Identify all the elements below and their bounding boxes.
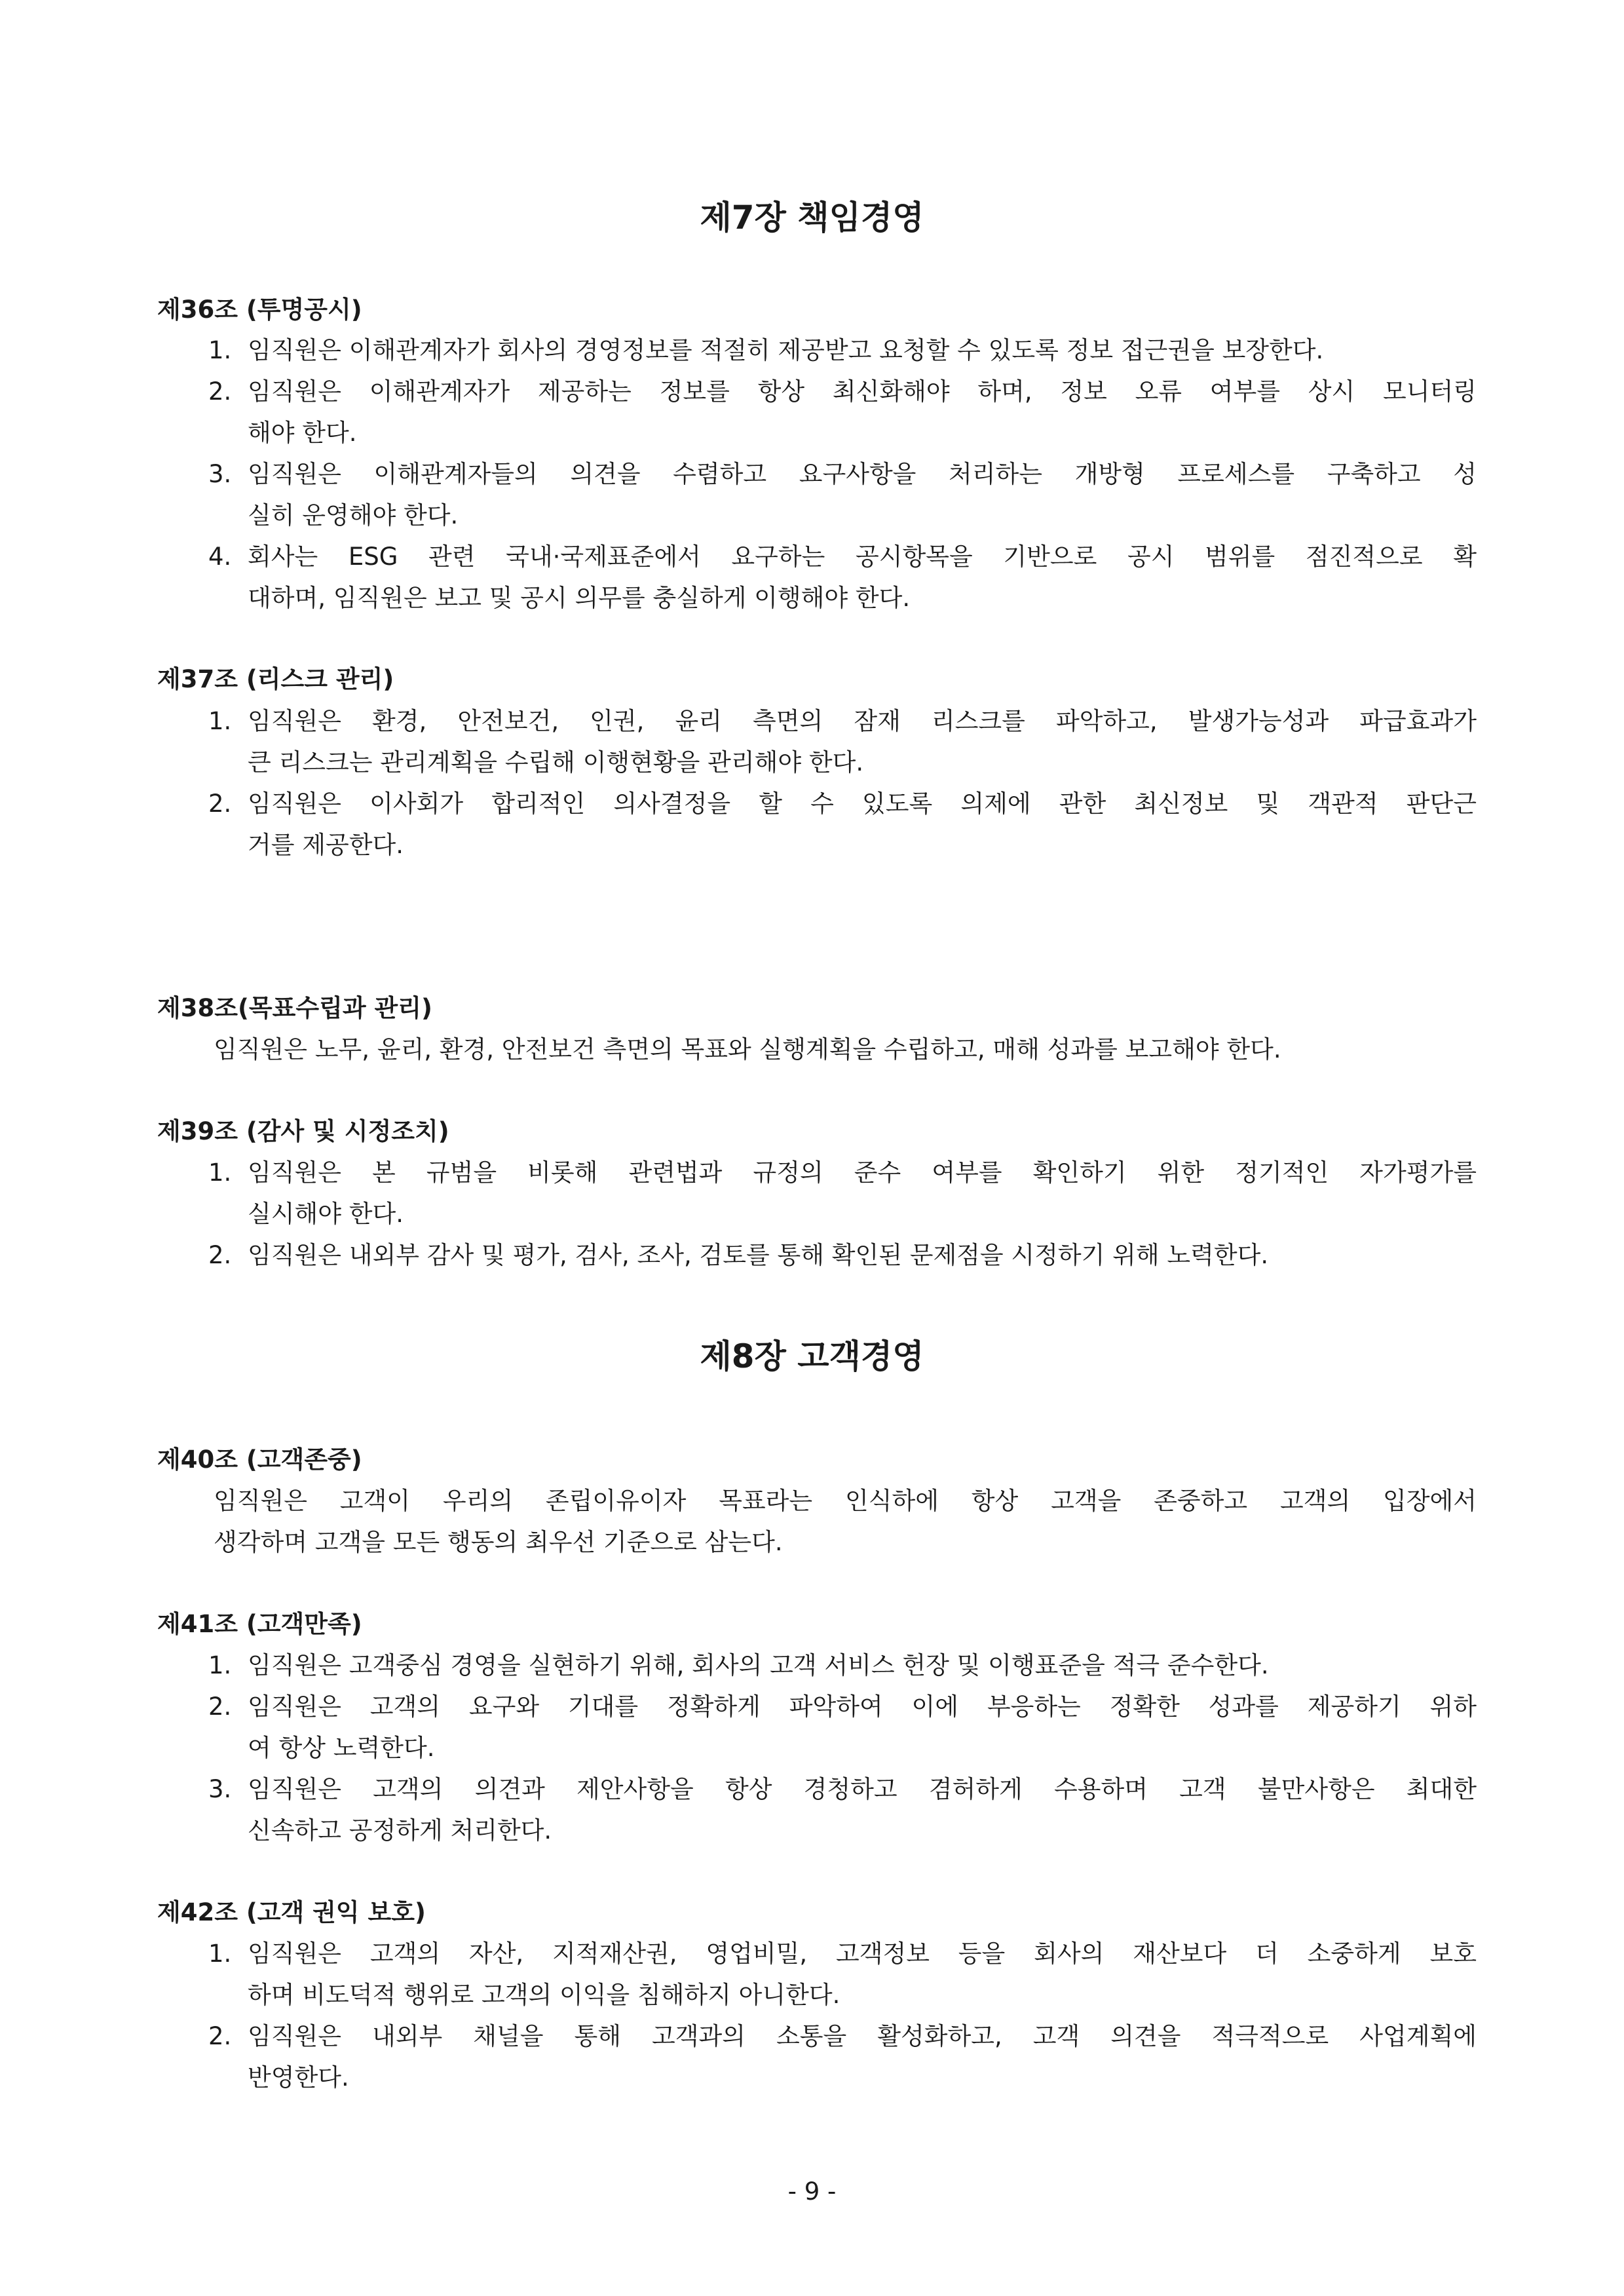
item-text-cont: 해야 한다. [248,419,357,447]
chapter-7-title: 제7장 책임경영 [700,199,924,237]
article-42-title: 제42조 (고객 권익 보호) [157,1898,426,1926]
article-40-title: 제40조 (고객존중) [157,1445,362,1474]
item-text: 임직원은 고객중심 경영을 실현하기 위해, 회사의 고객 서비스 헌장 및 이행표준을 적극 준수한다. [248,1651,1269,1679]
item-text-cont: 하며 비도덕적 행위로 고객의 이익을 침해하지 아니한다. [248,1981,840,2009]
item-text-cont: 거를 제공한다. [248,831,404,859]
page-number: - 9 - [787,2177,837,2206]
item-number: 1. [208,1651,232,1679]
chapter-8-title: 제8장 고객경영 [700,1337,924,1375]
article-41-title: 제41조 (고객만족) [157,1610,362,1638]
item-text-cont: 대하며, 임직원은 보고 및 공시 의무를 충실하게 이행해야 한다. [248,584,911,612]
item-text-cont: 실히 운영해야 한다. [248,501,459,529]
article-text: 임직원은 고객이 우리의 존립이유이자 목표라는 인식하에 항상 고객을 존중하고 고객의 입장에서 [214,1487,1477,1515]
article-37-title: 제37조 (리스크 관리) [157,665,394,693]
item-text: 임직원은 이해관계자들의 의견을 수렴하고 요구사항을 처리하는 개방형 프로세스를 구축하고 성 [248,460,1477,488]
item-number: 2. [208,790,232,818]
item-text: 임직원은 이해관계자가 제공하는 정보를 항상 최신화해야 하며, 정보 오류 여부를 상시 모니터링 [248,377,1477,406]
article-39-title: 제39조 (감사 및 시정조치) [157,1117,449,1145]
item-number: 2. [208,1693,232,1721]
item-number: 1. [208,1158,232,1187]
item-text: 임직원은 고객의 자산, 지적재산권, 영업비밀, 고객정보 등을 회사의 재산보다 더 소중하게 보호 [248,1940,1477,1968]
item-text-cont: 여 항상 노력한다. [248,1734,435,1762]
article-text: 임직원은 노무, 윤리, 환경, 안전보건 측면의 목표와 실행계획을 수립하고, 매해 성과를 보고해야 한다. [214,1035,1281,1063]
item-text: 회사는 ESG 관련 국내·국제표준에서 요구하는 공시항목을 기반으로 공시 범위를 점진적으로 확 [248,543,1477,571]
item-text: 임직원은 고객의 의견과 제안사항을 항상 경청하고 겸허하게 수용하며 고객 불만사항은 최대한 [248,1775,1477,1803]
item-number: 2. [208,2022,232,2050]
item-text: 임직원은 내외부 감사 및 평가, 검사, 조사, 검토를 통해 확인된 문제점을 시정하기 위해 노력한다. [248,1241,1269,1269]
article-38-title: 제38조(목표수립과 관리) [157,994,432,1022]
item-number: 3. [208,460,232,488]
item-text-cont: 신속하고 공정하게 처리한다. [248,1816,552,1845]
article-36-title: 제36조 (투명공시) [157,296,362,324]
article-text-cont: 생각하며 고객을 모든 행동의 최우선 기준으로 삼는다. [214,1528,783,1556]
item-text: 임직원은 본 규범을 비롯해 관련법과 규정의 준수 여부를 확인하기 위한 정기적인 자가평가를 [248,1158,1477,1187]
item-text: 임직원은 내외부 채널을 통해 고객과의 소통을 활성화하고, 고객 의견을 적극적으로 사업계획에 [248,2022,1477,2050]
item-text: 임직원은 이사회가 합리적인 의사결정을 할 수 있도록 의제에 관한 최신정보 및 객관적 판단근 [248,790,1477,818]
item-text-cont: 실시해야 한다. [248,1200,404,1228]
item-number: 3. [208,1775,232,1803]
item-text: 임직원은 고객의 요구와 기대를 정확하게 파악하여 이에 부응하는 정확한 성과를 제공하기 위하 [248,1693,1477,1721]
item-number: 4. [208,543,232,571]
item-number: 1. [208,1940,232,1968]
item-text-cont: 반영한다. [248,2063,349,2092]
item-number: 1. [208,336,232,364]
item-text-cont: 큰 리스크는 관리계획을 수립해 이행현황을 관리해야 한다. [248,748,864,776]
item-number: 1. [208,707,232,735]
item-number: 2. [208,1241,232,1269]
item-text: 임직원은 이해관계자가 회사의 경영정보를 적절히 제공받고 요청할 수 있도록 정보 접근권을 보장한다. [248,336,1324,364]
item-number: 2. [208,377,232,406]
item-text: 임직원은 환경, 안전보건, 인권, 윤리 측면의 잠재 리스크를 파악하고, 발생가능성과 파급효과가 [248,707,1477,735]
